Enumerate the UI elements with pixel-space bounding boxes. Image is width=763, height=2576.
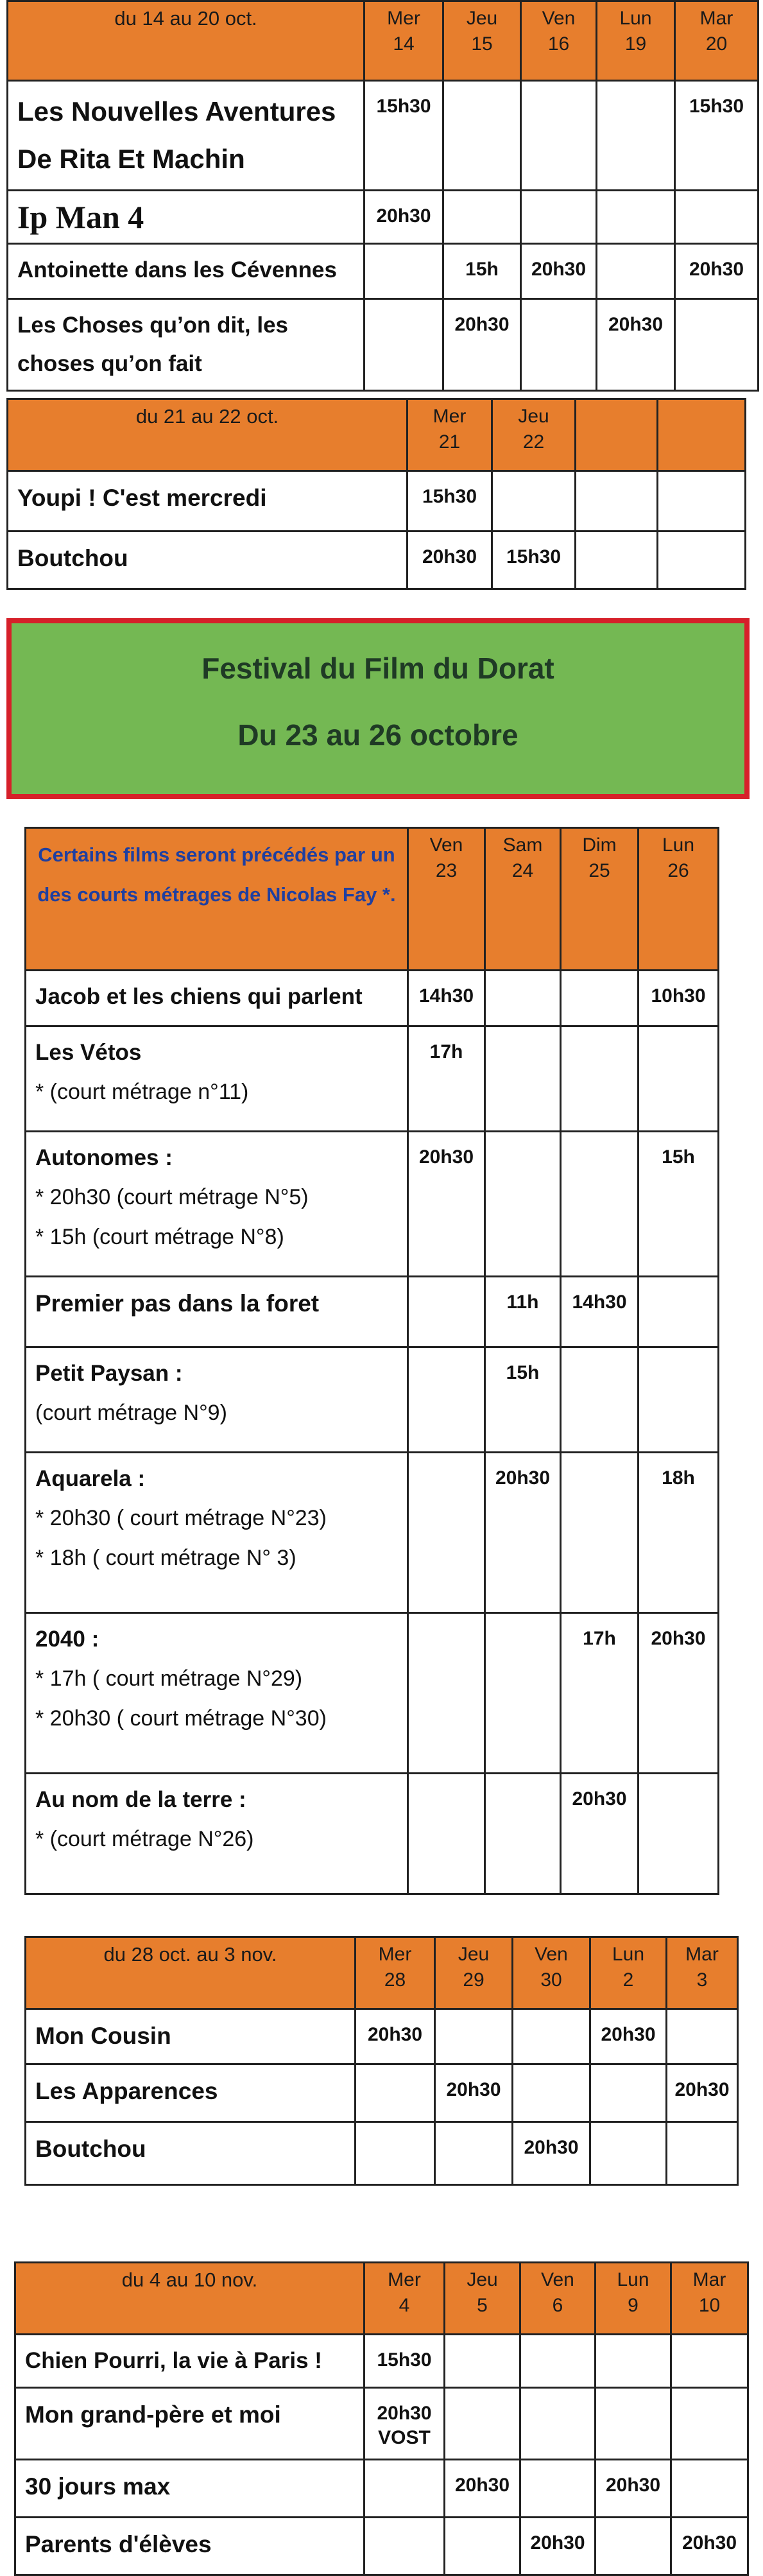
day-header [407, 399, 492, 471]
day-header [520, 2263, 596, 2335]
day-number: 15 [471, 33, 493, 55]
showtime [485, 1026, 561, 1132]
day-header [597, 1, 675, 81]
week-1-title: du 14 au 20 oct. [8, 1, 364, 81]
showtime [443, 191, 521, 244]
showtime: 15h30 [407, 471, 492, 532]
film-title: Mon grand-père et moi [15, 2388, 364, 2460]
day-header [408, 828, 485, 971]
showtime [596, 2388, 671, 2460]
short-film-note: * 18h ( court métrage N° 3) [35, 1546, 296, 1570]
showtime: 15h [443, 244, 521, 299]
showtime [590, 2122, 667, 2185]
showtime: 20h30 [445, 2460, 520, 2518]
day-name: Mar [685, 1944, 719, 1965]
showtime [639, 1347, 719, 1453]
day-number: 19 [624, 33, 647, 55]
day-header [671, 2263, 748, 2335]
showtime [667, 2122, 738, 2185]
film-entry [26, 1132, 408, 1277]
day-name: Mer [388, 2269, 421, 2290]
showtime: 20h30 [356, 2009, 435, 2064]
film-title: Les Choses qu’on dit, les choses qu’on fait [8, 299, 364, 391]
showtime [356, 2122, 435, 2185]
showtime: 15h30 [675, 81, 759, 191]
film-title: Les Apparences [26, 2064, 356, 2122]
film-entry [26, 1026, 408, 1132]
showtime [639, 1277, 719, 1347]
showtime [597, 244, 675, 299]
day-name: Ven [535, 1944, 568, 1965]
showtime [445, 2388, 520, 2460]
film-title: Les Vétos [35, 1040, 142, 1065]
showtime: 18h [639, 1453, 719, 1613]
showtime: 20h30 [675, 244, 759, 299]
showtime: 20h30 [561, 1774, 639, 1894]
day-name: Mar [699, 8, 733, 29]
day-number: 22 [522, 431, 545, 453]
short-film-note: * 17h ( court métrage N°29) [35, 1666, 303, 1691]
day-name: Ven [542, 8, 576, 29]
day-number: 29 [463, 1969, 484, 1991]
showtime: 15h [485, 1347, 561, 1453]
showtime [521, 191, 597, 244]
day-header [492, 399, 576, 471]
day-number: 28 [384, 1969, 406, 1991]
showtime [521, 81, 597, 191]
film-title: Autonomes : [35, 1145, 173, 1170]
showtime: 20h30 [513, 2122, 590, 2185]
showtime [364, 2460, 445, 2518]
day-header [675, 1, 759, 81]
showtime [576, 532, 658, 589]
day-header [596, 2263, 671, 2335]
film-title: Antoinette dans les Cévennes [8, 244, 364, 299]
day-number: 3 [696, 1969, 708, 1991]
showtime: 20h30 [520, 2518, 596, 2575]
day-name: Lun [612, 1944, 645, 1965]
day-number: 9 [628, 2295, 639, 2316]
day-header [435, 1937, 513, 2009]
day-name: Jeu [467, 2269, 498, 2290]
showtime [485, 1774, 561, 1894]
showtime [364, 2518, 445, 2575]
showtime [639, 1026, 719, 1132]
day-number: 14 [393, 33, 415, 55]
showtime [435, 2009, 513, 2064]
day-header [445, 2263, 520, 2335]
showtime: 20h30 [639, 1613, 719, 1774]
showtime [671, 2335, 748, 2388]
showtime [639, 1774, 719, 1894]
showtime [597, 191, 675, 244]
showtime [408, 1453, 485, 1613]
showtime [485, 1132, 561, 1277]
day-name: Mar [692, 2269, 726, 2290]
showtime [356, 2064, 435, 2122]
showtime [576, 471, 658, 532]
day-header [443, 1, 521, 81]
showtime [520, 2460, 596, 2518]
day-header [576, 399, 658, 471]
short-film-note: * 15h (court métrage N°8) [35, 1225, 284, 1249]
day-name: Jeu [518, 406, 549, 427]
film-title: Boutchou [8, 532, 407, 589]
showtime [561, 971, 639, 1026]
showtime: 15h30 [364, 2335, 445, 2388]
showtime [492, 471, 576, 532]
showtime [561, 1453, 639, 1613]
day-number: 20 [705, 33, 728, 55]
showtime: 14h30 [561, 1277, 639, 1347]
day-name: Ven [429, 834, 463, 856]
film-title: Chien Pourri, la vie à Paris ! [15, 2335, 364, 2388]
showtime [561, 1132, 639, 1277]
week-2-title: du 21 au 22 oct. [8, 399, 407, 471]
showtime [596, 2335, 671, 2388]
showtime [408, 1277, 485, 1347]
showtime [520, 2335, 596, 2388]
showtime: 20h30 [443, 299, 521, 391]
day-name: Mer [378, 1944, 412, 1965]
day-number: 16 [547, 33, 570, 55]
showtime: 17h [408, 1026, 485, 1132]
day-name: Jeu [458, 1944, 490, 1965]
day-number: 30 [540, 1969, 562, 1991]
showtime [364, 244, 443, 299]
showtime [408, 1774, 485, 1894]
short-film-note: * (court métrage N°26) [35, 1827, 254, 1851]
showtime [667, 2009, 738, 2064]
schedule-week-1 [6, 0, 759, 392]
showtime [561, 1026, 639, 1132]
day-header [561, 828, 639, 971]
day-name: Mer [433, 406, 467, 427]
showtime [590, 2064, 667, 2122]
showtime: 20h30 [408, 1132, 485, 1277]
day-number: 21 [438, 431, 461, 453]
day-number: 23 [435, 860, 458, 881]
schedule-week-4 [24, 1936, 739, 2186]
showtime [658, 471, 746, 532]
film-entry [26, 971, 408, 1026]
day-header [364, 2263, 445, 2335]
showtime: 11h [485, 1277, 561, 1347]
festival-title: Festival du Film du Dorat [201, 652, 554, 685]
showtime: 20h30 [596, 2460, 671, 2518]
day-name: Sam [502, 834, 543, 856]
day-header [521, 1, 597, 81]
showtime: 20h30 [435, 2064, 513, 2122]
film-title: Jacob et les chiens qui parlent [35, 984, 363, 1009]
showtime: 15h30 [364, 81, 443, 191]
day-number: 4 [399, 2295, 410, 2316]
showtime: 20h30 [590, 2009, 667, 2064]
day-number: 26 [667, 860, 689, 881]
film-entry [26, 1277, 408, 1347]
film-title: Mon Cousin [26, 2009, 356, 2064]
showtime: 20h30 [521, 244, 597, 299]
showtime [596, 2518, 671, 2575]
showtime [485, 971, 561, 1026]
short-film-note: * 20h30 (court métrage N°5) [35, 1185, 309, 1209]
day-number: 10 [698, 2295, 721, 2316]
showtime: 20h30 [667, 2064, 738, 2122]
film-title: Parents d'élèves [15, 2518, 364, 2575]
showtime: 17h [561, 1613, 639, 1774]
day-number: 24 [511, 860, 534, 881]
film-title: Ip Man 4 [8, 191, 364, 244]
film-title: Premier pas dans la foret [35, 1290, 320, 1317]
festival-banner [6, 618, 750, 799]
film-title: Au nom de la terre : [35, 1787, 246, 1812]
showtime [485, 1613, 561, 1774]
showtime: 20h30 [671, 2518, 748, 2575]
showtime [513, 2009, 590, 2064]
schedule-week-2 [6, 398, 746, 590]
day-name: Ven [541, 2269, 574, 2290]
showtime [561, 1347, 639, 1453]
day-number: 6 [552, 2295, 563, 2316]
showtime [513, 2064, 590, 2122]
showtime [658, 532, 746, 589]
film-title: 30 jours max [15, 2460, 364, 2518]
showtime [671, 2388, 748, 2460]
showtime: 20h30 [364, 191, 443, 244]
short-film-note: * 20h30 ( court métrage N°30) [35, 1706, 327, 1731]
showtime: 20h30 VOST [364, 2388, 445, 2460]
film-entry [26, 1347, 408, 1453]
day-header [667, 1937, 738, 2009]
film-title: Boutchou [26, 2122, 356, 2185]
showtime [671, 2460, 748, 2518]
film-title: Petit Paysan : [35, 1361, 183, 1386]
showtime [445, 2335, 520, 2388]
day-name: Dim [582, 834, 617, 856]
showtime: 15h [639, 1132, 719, 1277]
day-header [364, 1, 443, 81]
showtime: 10h30 [639, 971, 719, 1026]
day-name: Jeu [466, 8, 498, 29]
showtime [443, 81, 521, 191]
day-number: 5 [477, 2295, 488, 2316]
showtime [675, 299, 759, 391]
film-title: Aquarela : [35, 1466, 146, 1491]
film-title: 2040 : [35, 1627, 99, 1652]
film-title: Les Nouvelles Aventures De Rita Et Machin [8, 81, 364, 191]
film-title: Youpi ! C'est mercredi [8, 471, 407, 532]
festival-dates: Du 23 au 26 octobre [237, 718, 519, 752]
showtime: 15h30 [492, 532, 576, 589]
day-number: 25 [588, 860, 610, 881]
showtime [675, 191, 759, 244]
showtime [435, 2122, 513, 2185]
film-entry [26, 1774, 408, 1894]
showtime: 20h30 [485, 1453, 561, 1613]
showtime [521, 299, 597, 391]
day-name: Lun [662, 834, 695, 856]
showtime: 14h30 [408, 971, 485, 1026]
day-header [356, 1937, 435, 2009]
showtime: 20h30 [597, 299, 675, 391]
showtime: 20h30 [407, 532, 492, 589]
day-header [513, 1937, 590, 2009]
day-name: Lun [619, 8, 652, 29]
showtime [364, 299, 443, 391]
day-name: Lun [617, 2269, 649, 2290]
film-entry [26, 1613, 408, 1774]
film-entry [26, 1453, 408, 1613]
day-header [639, 828, 719, 971]
showtime [520, 2388, 596, 2460]
showtime [445, 2518, 520, 2575]
week-4-title: du 28 oct. au 3 nov. [26, 1937, 356, 2009]
festival-note: Certains films seront précédés par un des courts métrages de Nicolas Fay *. [26, 828, 408, 971]
day-number: 2 [622, 1969, 634, 1991]
short-film-note: * 20h30 ( court métrage N°23) [35, 1506, 327, 1530]
short-film-note: * (court métrage n°11) [35, 1080, 249, 1104]
showtime [597, 81, 675, 191]
schedule-week-5 [14, 2261, 749, 2576]
week-5-title: du 4 au 10 nov. [15, 2263, 364, 2335]
schedule-festival [24, 827, 719, 1895]
showtime [408, 1613, 485, 1774]
day-name: Mer [387, 8, 420, 29]
day-header [590, 1937, 667, 2009]
showtime [408, 1347, 485, 1453]
day-header [485, 828, 561, 971]
short-film-note: (court métrage N°9) [35, 1401, 227, 1425]
day-header [658, 399, 746, 471]
